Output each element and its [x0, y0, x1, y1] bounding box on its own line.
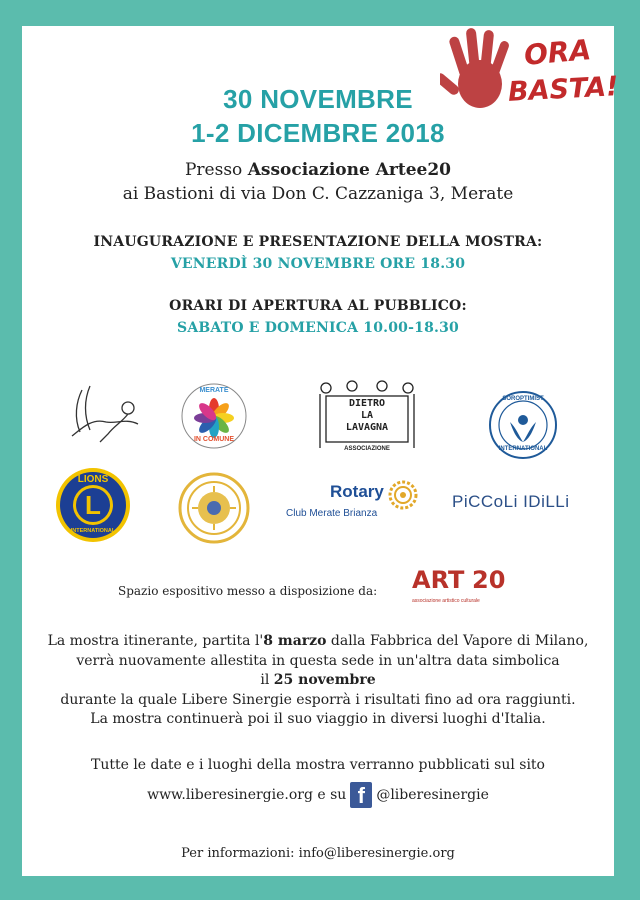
soroptimist-logo	[488, 390, 558, 460]
lions-logo	[54, 466, 132, 544]
and-text: e su	[312, 787, 347, 803]
merate-line2: IN COMUNE	[193, 436, 235, 443]
website-link[interactable]: www.liberesinergie.org	[147, 787, 313, 803]
contact-info: Per informazioni: info@liberesinergie.org	[181, 846, 455, 861]
dietro-line4: ASSOCIAZIONE	[344, 446, 390, 452]
paragraph-line-1	[22, 632, 614, 652]
lions-letter: L	[85, 490, 101, 520]
artee20-sub: associazione artistico culturale	[412, 598, 480, 604]
dietro-line2: LA	[360, 410, 374, 421]
hours-label: ORARI DI APERTURA AL PUBBLICO:	[169, 298, 467, 314]
poster-sheet	[22, 26, 620, 876]
piccoli-idilli-logo	[452, 492, 594, 516]
rotary-logo	[286, 480, 426, 526]
dietro-line3: LAVAGNA	[345, 422, 389, 433]
rotary-wheel-icon	[388, 480, 418, 510]
ora-basta-line1: ORA	[522, 33, 593, 72]
dietro-line1: DIETRO	[348, 398, 386, 409]
soroptimist-line1: SOROPTIMIST	[502, 396, 544, 402]
artee20-main: ART	[412, 566, 465, 594]
artee20-logo	[412, 566, 532, 616]
reclining-figure-icon	[62, 378, 146, 450]
venue-prefix: Presso	[184, 160, 248, 180]
merate-line1: MERATE	[199, 387, 229, 394]
facebook-icon[interactable]: f	[350, 782, 372, 808]
paragraph-line-4: durante la quale Libere Sinergie esporrà i risultati fino ad ora raggiunti.	[60, 691, 576, 708]
venue-line	[22, 160, 614, 180]
artee20-num: 20	[472, 566, 506, 594]
rotary-name: Rotary	[330, 482, 384, 501]
paragraph-line-2: verrà nuovamente allestita in questa sede in un'altra data simbolica	[76, 652, 560, 669]
inauguration-label: INAUGURAZIONE E PRESENTAZIONE DELLA MOSTRA:	[93, 234, 543, 250]
space-label: Spazio espositivo messo a disposizione da:	[118, 584, 378, 598]
p1-part-a: La mostra itinerante, partita l'	[47, 633, 264, 649]
hours-when: SABATO E DOMENICA 10.00-18.30	[177, 320, 459, 336]
gold-wheel-logo	[178, 472, 250, 544]
lions-top: LIONS	[77, 474, 109, 485]
social-line	[22, 782, 614, 808]
rotary-club: Club Merate Brianza	[286, 508, 378, 519]
gold-medallion-icon	[178, 472, 250, 544]
paragraph-line-5: La mostra continuerà poi il suo viaggio in diversi luoghi d'Italia.	[90, 711, 546, 727]
ora-basta-line2: BASTA!	[507, 71, 620, 108]
site-line: Tutte le date e i luoghi della mostra verranno pubblicati sul sito	[90, 757, 545, 773]
cartoon-figure-logo	[62, 378, 146, 450]
merate-in-comune-logo	[180, 382, 248, 450]
paragraph-line-3	[22, 671, 614, 691]
inauguration-when: VENERDÌ 30 NOVEMBRE ORE 18.30	[170, 256, 466, 272]
venue-name: Associazione Artee20	[247, 160, 452, 180]
p1-date: 8 marzo	[263, 633, 327, 649]
p1-part-c: dalla Fabbrica del Vapore di Milano,	[326, 633, 589, 649]
soroptimist-line2: INTERNATIONAL	[498, 446, 548, 452]
exhibition-paragraph	[22, 632, 614, 730]
dietro-la-lavagna-logo	[312, 378, 422, 458]
facebook-handle-link[interactable]: @liberesinergie	[376, 787, 489, 803]
date-line-2: 1-2 DICEMBRE 2018	[191, 118, 445, 148]
venue-address: ai Bastioni di via Don C. Cazzaniga 3, Merate	[122, 184, 514, 204]
lions-bottom: INTERNATIONAL	[70, 528, 116, 534]
p3-part-a: il	[260, 672, 274, 688]
date-line-1: 30 NOVEMBRE	[223, 84, 413, 114]
piccoli-name: PiCCoLi IDiLLi	[452, 492, 570, 511]
p3-date: 25 novembre	[273, 672, 376, 688]
